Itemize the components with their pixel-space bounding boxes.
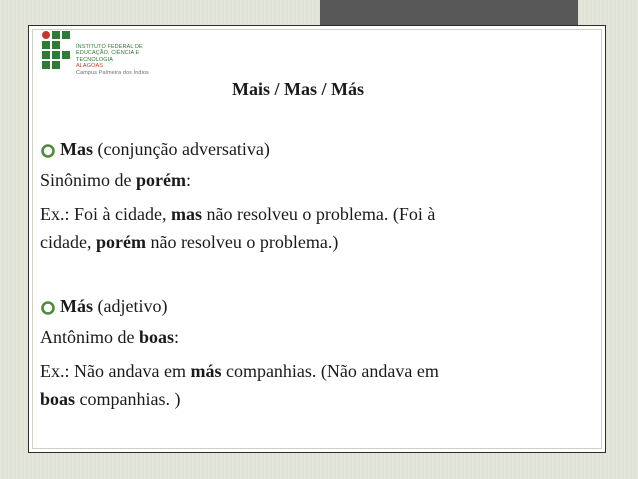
synonym-suffix: : — [186, 170, 192, 190]
logo-text — [76, 44, 166, 76]
bullet-icon — [40, 144, 58, 158]
slide-title: Mais / Mas / Más — [232, 79, 364, 99]
ex-text: Ex.: Foi à cidade, — [40, 204, 171, 224]
ex-text: não resolveu o problema. (Foi à — [201, 204, 436, 224]
example-mas-adj-line-1 — [40, 357, 580, 385]
synonym-word: porém — [136, 170, 186, 190]
antonym-prefix: Antônimo de — [40, 327, 139, 347]
logo-line-3: ALAGOAS — [76, 63, 103, 70]
example-mas-line-1 — [40, 200, 580, 228]
term-mas-adj-type: (adjetivo) — [93, 296, 168, 316]
bullet-item-mas-adjetivo — [40, 294, 167, 318]
example-mas-adj-line-2 — [40, 385, 580, 413]
example-mas — [40, 200, 580, 256]
ex-text: Ex.: Não andava em — [40, 361, 191, 381]
term-mas-adj: Más — [60, 296, 93, 316]
ex-bold: boas — [40, 389, 76, 409]
antonym-word: boas — [139, 327, 175, 347]
ex-bold: mas — [170, 204, 202, 224]
logo-line-1: INSTITUTO FEDERAL DE — [76, 44, 143, 50]
logo-line-4: Campus Palmeira dos Índios — [76, 69, 149, 76]
example-mas-line-2 — [40, 228, 580, 256]
synonym-line — [40, 168, 191, 192]
antonym-line — [40, 325, 179, 349]
example-mas-adj — [40, 357, 580, 413]
ex-bold: porém — [95, 232, 146, 252]
antonym-suffix: : — [174, 327, 180, 347]
bullet-item-mas — [40, 137, 270, 161]
ex-text: companhias. ) — [75, 389, 181, 409]
synonym-prefix: Sinônimo de — [40, 170, 137, 190]
term-mas-type: (conjunção adversativa) — [93, 139, 270, 159]
logo-line-2: EDUCAÇÃO, CIÊNCIA E TECNOLOGIA — [76, 50, 140, 63]
ex-text: companhias. (Não andava em — [221, 361, 439, 381]
ex-text: não resolveu o problema.) — [145, 232, 339, 252]
bullet-icon — [40, 301, 58, 315]
ex-bold: más — [190, 361, 222, 381]
ex-text: cidade, — [40, 232, 96, 252]
term-mas: Mas — [60, 139, 93, 159]
